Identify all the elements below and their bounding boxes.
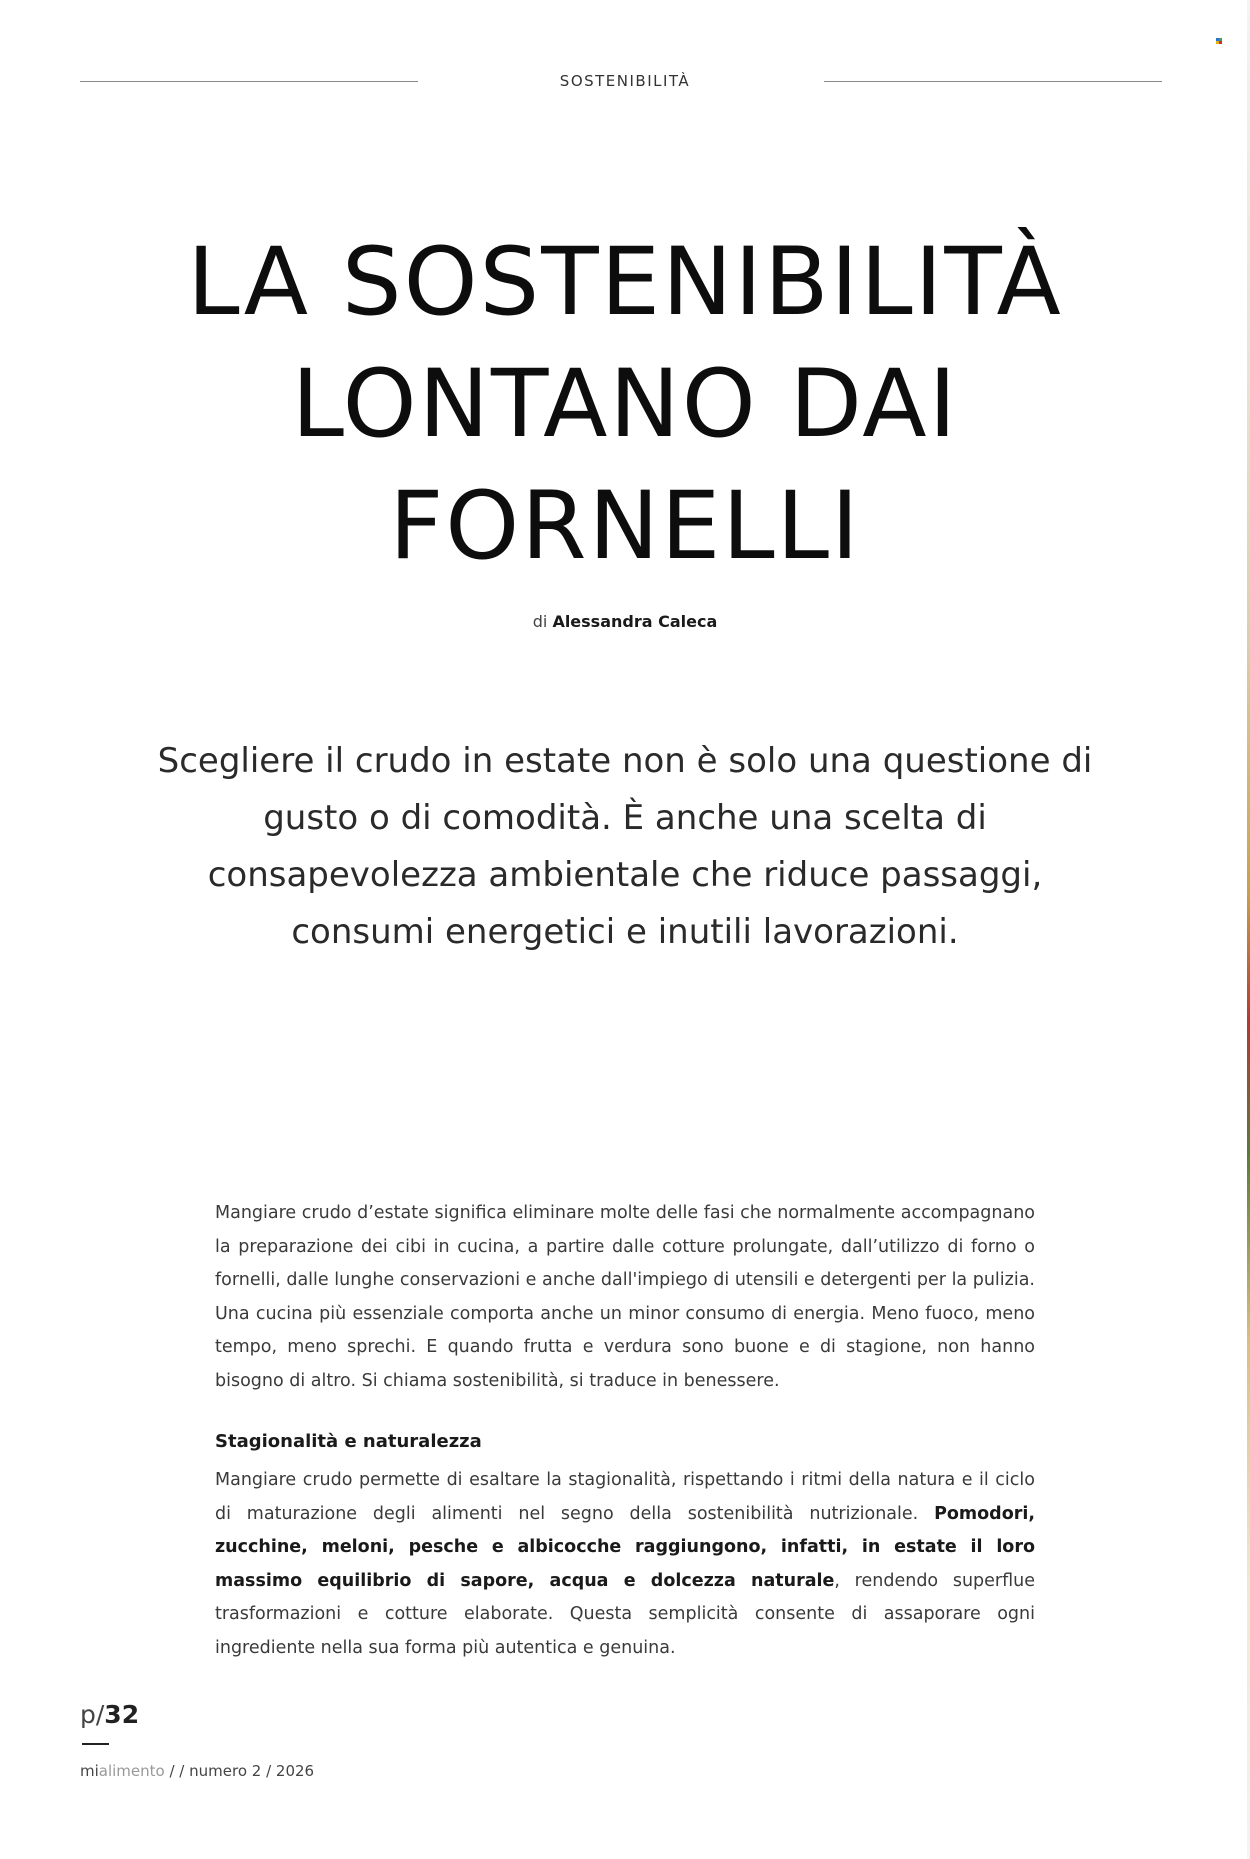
standfirst: Scegliere il crudo in estate non è solo una questione di gusto o di comodità. È anche una scelta di consapevolezza ambientale che riduce passaggi, consumi energetici e inutili lavorazioni.	[157, 741, 1093, 952]
title-line-1: LA SOSTENIBILITÀ	[187, 228, 1063, 337]
corner-color-mark-icon	[1216, 38, 1223, 45]
brand-name-bold: mi	[80, 1762, 99, 1780]
paragraph2-bold-text: Pomodori, zucchine, meloni, pesche e albicocche raggiungono, infatti, in estate il loro massimo equilibrio di sapore, acqua e dolcezza naturale	[215, 1503, 1035, 1591]
author-name: Alessandra Caleca	[552, 612, 718, 631]
page-number-value: 32	[104, 1700, 140, 1729]
section-subheading: Stagionalità e naturalezza	[215, 1431, 482, 1452]
paragraph2-text-start: Mangiare crudo permette di esaltare la stagionalità, rispettando i ritmi della natura e il ciclo di maturazione degli alimenti nel segno della sostenibilità nutrizionale.	[215, 1470, 1035, 1524]
header-rule-right	[824, 81, 1162, 82]
body-paragraph-2	[215, 1464, 1035, 1665]
page-number-rule	[82, 1743, 109, 1745]
paragraph2-text-end: , rendendo superflue trasformazioni e cotture elaborate. Questa semplicità consente di assaporare ogni ingrediente nella sua forma più autentica e genuina.	[215, 1570, 1035, 1658]
section-label: SOSTENIBILITÀ	[559, 72, 691, 90]
byline-prefix: di	[532, 612, 548, 631]
footer-issue-info	[80, 1762, 314, 1780]
page-number	[80, 1700, 139, 1729]
body-paragraph-1: Mangiare crudo d’estate significa eliminare molte delle fasi che normalmente accompagnano la preparazione dei cibi in cucina, a partire dalle cotture prolungate, dall’utilizzo di forno o fornelli, dalle lunghe conservazioni e anche dall'impiego di utensili e detergenti per la pulizia. Una cucina più essenziale comporta anche un minor consumo di energia. Meno fuoco, meno tempo, meno sprechi. E quando frutta e verdura sono buone e di stagione, non hanno bisogno di altro. Si chiama sostenibilità, si traduce in benessere.	[215, 1203, 1035, 1391]
title-line-2: LONTANO DAI	[291, 350, 959, 459]
issue-info: / / numero 2 / 2026	[164, 1762, 315, 1780]
article-title	[100, 222, 1150, 588]
byline	[0, 612, 1250, 631]
title-line-3: FORNELLI	[389, 472, 861, 581]
brand-name-light: alimento	[98, 1762, 165, 1780]
page-number-prefix: p/	[80, 1700, 105, 1729]
